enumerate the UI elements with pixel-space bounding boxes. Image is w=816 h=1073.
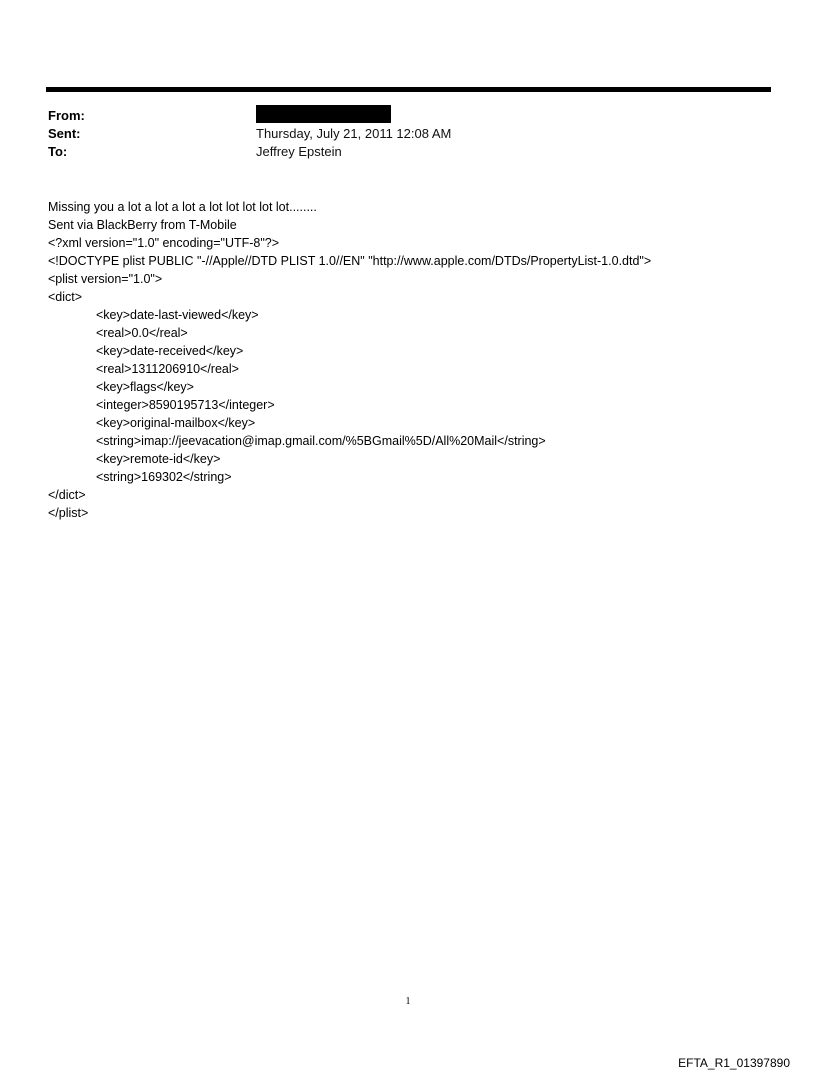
page-number: 1 [405,996,411,1007]
from-row [48,107,748,125]
body-line: <key>date-last-viewed</key> [96,308,259,322]
document-id: EFTA_R1_01397890 [678,1056,790,1070]
sent-value: Thursday, July 21, 2011 12:08 AM [256,126,452,141]
body-line: <!DOCTYPE plist PUBLIC "-//Apple//DTD PLIST 1.0//EN" "http://www.apple.com/DTDs/PropertyList-1.0.dtd"> [48,254,652,268]
body-line: <key>flags</key> [96,380,194,394]
to-label: To: [48,144,68,159]
body-line: <string>169302</string> [96,470,232,484]
to-value: Jeffrey Epstein [256,144,342,159]
body-line: Sent via BlackBerry from T-Mobile [48,218,237,232]
body-line: <?xml version="1.0" encoding="UTF-8"?> [48,236,280,250]
body-line: <plist version="1.0"> [48,272,163,286]
sent-label: Sent: [48,126,81,141]
body-line: <key>date-received</key> [96,344,244,358]
body-line: <real>0.0</real> [96,326,188,340]
body-line: <string>imap://jeevacation@imap.gmail.com/%5BGmail%5D/All%20Mail</string> [96,434,546,448]
redaction-block [256,105,391,123]
body-line: Missing you a lot a lot a lot a lot lot lot lot lot........ [48,200,317,214]
body-line: <integer>8590195713</integer> [96,398,275,412]
to-row [48,143,748,161]
body-line: <key>original-mailbox</key> [96,416,256,430]
body-line: <real>1311206910</real> [96,362,239,376]
body-line: </plist> [48,506,89,520]
body-line: </dict> [48,488,86,502]
body-line: <dict> [48,290,83,304]
body-line: <key>remote-id</key> [96,452,221,466]
from-label: From: [48,108,85,123]
header-divider [46,87,771,92]
email-body [48,198,788,522]
sent-row [48,125,748,143]
